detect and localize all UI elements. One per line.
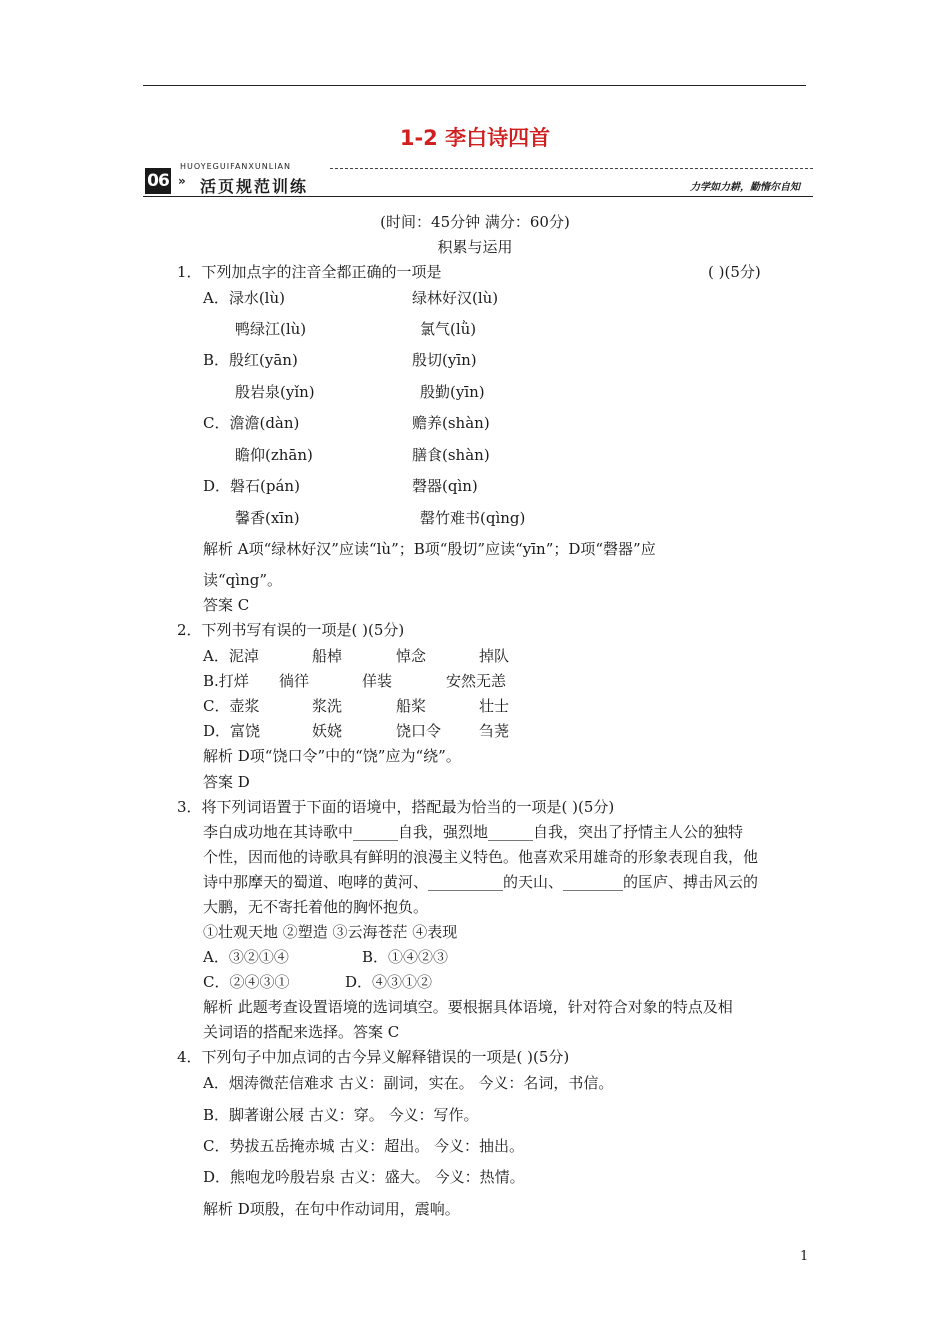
banner-dashed-line [330, 168, 813, 169]
q2-row-b-2: 徜徉 [279, 672, 310, 690]
q1-option-b4: 殷勤(yīn) [420, 383, 485, 401]
q1-option-b2: 殷切(yīn) [412, 351, 477, 369]
q3-passage-line3: 诗中那摩天的蜀道、咆哮的黄河、__________的天山、________的匡庐、搏击风云的 [203, 873, 759, 891]
q1-option-d4: 罄竹难书(qìng) [420, 509, 526, 527]
q4-option-d: D．熊咆龙吟殷岩泉 古义：盛大。 今义：热情。 [203, 1168, 525, 1186]
q4-explanation: 解析 D项殷，在句中作动词用，震响。 [203, 1200, 460, 1218]
q3-passage-line1: 李白成功地在其诗歌中______自我，强烈地______自我，突出了抒情主人公的独特 [203, 823, 744, 841]
banner-motto: 力学如力耕，勤惰尔自知 [690, 182, 800, 193]
q2-row-c-4: 壮士 [479, 697, 510, 715]
q2-row-c-1: C．壶浆 [203, 697, 260, 715]
q3-stem: 3．将下列词语置于下面的语境中，搭配最为恰当的一项是( )(5分) [177, 798, 615, 816]
q4-option-b: B．脚著谢公屐 古义：穿。 今义：写作。 [203, 1106, 479, 1124]
q3-choice-c: C．②④③① [203, 973, 290, 991]
q2-row-a-4: 掉队 [479, 647, 510, 665]
q3-choice-d: D．④③①② [345, 973, 433, 991]
page-title: 1-2 李白诗四首 [399, 126, 551, 150]
q2-row-b-4: 安然无恙 [446, 672, 507, 690]
q2-row-c-2: 浆洗 [312, 697, 343, 715]
header-top-rule [143, 85, 806, 86]
q2-row-d-2: 妖娆 [312, 722, 343, 740]
q2-row-d-3: 饶口令 [396, 722, 442, 740]
q1-mark: ( )(5分) [708, 263, 761, 281]
q3-explanation-line1: 解析 此题考查设置语境的选词填空。要根据具体语境，针对符合对象的特点及相 [203, 998, 733, 1016]
time-score-line: (时间：45分钟 满分：60分) [380, 213, 570, 231]
q2-row-b-3: 佯装 [362, 672, 393, 690]
q2-row-a-1: A．泥淖 [203, 647, 259, 665]
banner-double-arrow-icon: » [178, 174, 186, 188]
q1-explanation-line1: 解析 A项“绿林好汉”应读“lù”；B项“殷切”应读“yīn”；D项“磬器”应 [203, 540, 656, 558]
q3-explanation-line2: 关词语的搭配来选择。答案 C [203, 1023, 400, 1041]
q1-option-c3: 瞻仰(zhān) [235, 446, 313, 464]
q2-row-c-3: 船桨 [396, 697, 427, 715]
q2-row-a-3: 悼念 [396, 647, 427, 665]
q4-option-a: A．烟涛微茫信难求 古义：副词，实在。 今义：名词，书信。 [203, 1074, 614, 1092]
q1-option-b1: B．殷红(yān) [203, 351, 298, 369]
q2-stem: 2．下列书写有误的一项是( )(5分) [177, 621, 405, 639]
banner-pinyin: HUOYEGUIFANXUNLIAN [180, 162, 292, 171]
q1-option-b3: 殷岩泉(yǐn) [235, 383, 315, 401]
q1-answer: 答案 C [203, 596, 250, 614]
q4-stem: 4．下列句子中加点词的古今异义解释错误的一项是( )(5分) [177, 1048, 570, 1066]
q3-passage-line2: 个性，因而他的诗歌具有鲜明的浪漫主义特色。他喜欢采用雄奇的形象表现自我，他 [203, 848, 759, 866]
banner-bottom-rule [143, 196, 813, 197]
banner-number-badge: 06 [145, 168, 171, 194]
q1-option-d3: 馨香(xīn) [235, 509, 300, 527]
q3-passage-line4: 大鹏，无不寄托着他的胸怀抱负。 [203, 898, 429, 916]
q2-answer: 答案 D [203, 773, 250, 791]
q2-row-d-4: 刍荛 [479, 722, 510, 740]
q3-choice-a: A．③②①④ [203, 948, 289, 966]
q2-row-d-1: D．富饶 [203, 722, 261, 740]
q1-option-c4: 膳食(shàn) [412, 446, 490, 464]
q1-explanation-line2: 读“qìng”。 [203, 571, 282, 589]
q1-option-c1: C．澹澹(dàn) [203, 414, 300, 432]
q1-option-a3: 鸭绿江(lù) [235, 320, 307, 338]
q1-option-d2: 磬器(qìn) [412, 477, 478, 495]
q2-row-a-2: 船棹 [312, 647, 343, 665]
q3-word-options: ①壮观天地 ②塑造 ③云海苍茫 ④表现 [203, 923, 458, 941]
q1-option-a1: A．渌水(lù) [203, 289, 285, 307]
section-heading: 积累与运用 [437, 238, 513, 256]
q1-option-d1: D．磐石(pán) [203, 477, 300, 495]
q3-choice-b: B．①④②③ [362, 948, 449, 966]
q4-option-c: C．势拔五岳掩赤城 古义：超出。 今义：抽出。 [203, 1137, 525, 1155]
page-number: 1 [800, 1249, 809, 1264]
q1-option-c2: 赡养(shàn) [412, 414, 490, 432]
banner-label: 活页规范训练 [200, 177, 309, 196]
q2-explanation: 解析 D项“饶口令”中的“饶”应为“绕”。 [203, 747, 461, 765]
q2-row-b-1: B.打烊 [203, 672, 249, 690]
q1-option-a4: 氯气(lǜ) [420, 320, 477, 338]
q1-stem: 1．下列加点字的注音全都正确的一项是 [177, 263, 442, 281]
q1-option-a2: 绿林好汉(lù) [412, 289, 499, 307]
